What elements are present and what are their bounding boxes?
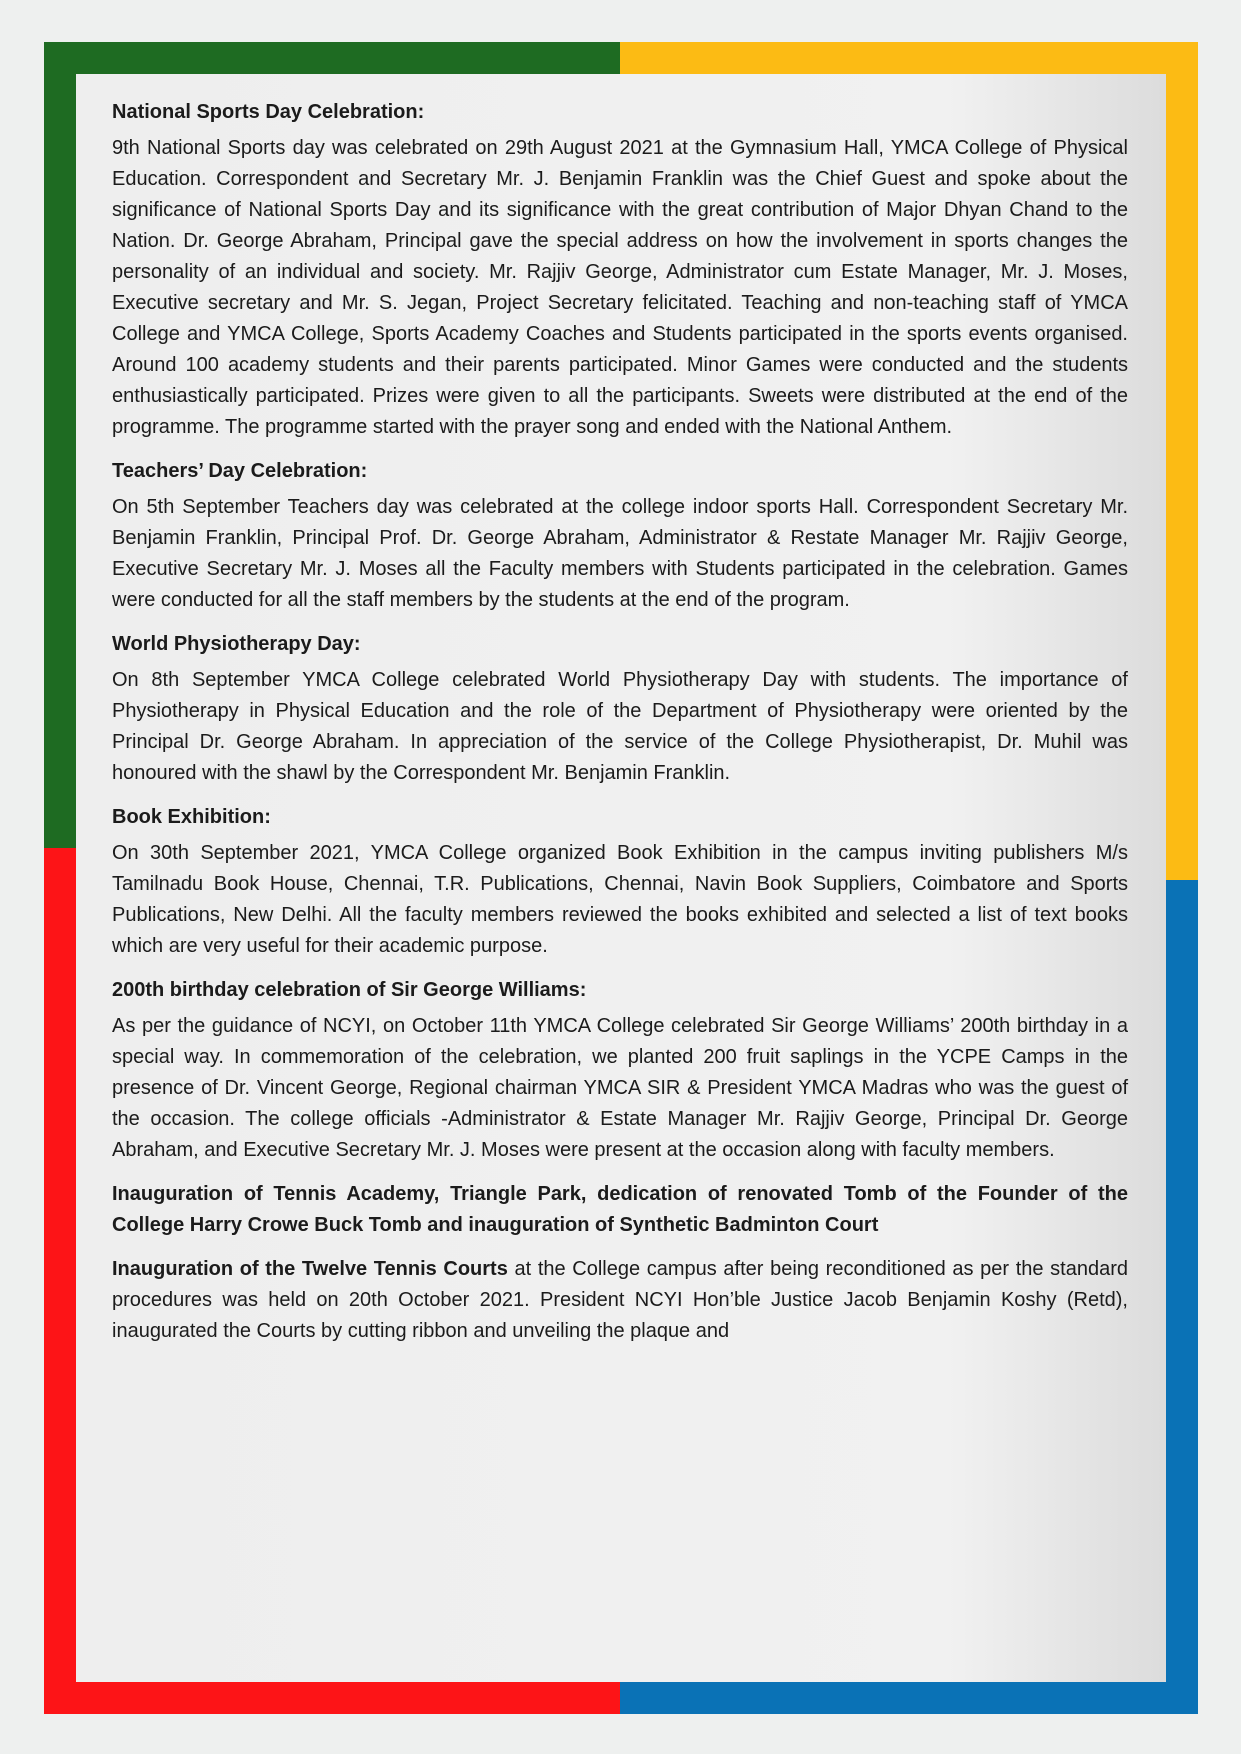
section-body: On 8th September YMCA College celebrated World Physiotherapy Day with students. The importance of Physiotherapy in Physical Education and the role of the Department of Physiotherapy were oriented by the Principal Dr. George Abraham. In appreciation of the service of the College Physiotherapist, Dr. Muhil was honoured with the shawl by the Correspondent Mr. Benjamin Franklin. (112, 669, 1128, 784)
section-body: On 30th September 2021, YMCA College organized Book Exhibition in the campus inviting publishers M/s Tamilnadu Book House, Chennai, T.R. Publications, Chennai, Navin Book Suppliers, Coimbatore and Sports Publications, New Delhi. All the faculty members reviewed the books exhibited and selected a list of text books which are very useful for their academic purpose. (112, 842, 1128, 957)
section-george-williams-birthday (112, 975, 1128, 1166)
frame-bar-green-left (44, 42, 76, 848)
section-world-physiotherapy-day (112, 629, 1128, 789)
section-national-sports-day (112, 97, 1128, 443)
frame-bar-blue-right (1166, 880, 1198, 1714)
frame-bar-red-left (44, 848, 76, 1714)
section-heading: World Physiotherapy Day: (112, 633, 361, 655)
document-content (112, 97, 1128, 1360)
section-body: As per the guidance of NCYI, on October 11th YMCA College celebrated Sir George Williams’ 200th birthday in a special way. In commemoration of the celebration, we planted 200 fruit saplings in the YCPE Camps in the presence of Dr. Vincent George, Regional chairman YMCA SIR & President YMCA Madras who was the guest of the occasion. The college officials -Administrator & Estate Manager Mr. Rajjiv George, Principal Dr. George Abraham, and Executive Secretary Mr. J. Moses were present at the occasion along with faculty members. (112, 1015, 1128, 1161)
inauguration-heading: Inauguration of Tennis Academy, Triangle Park, dedication of renovated Tomb of the Founder of the College Harry Crowe Buck Tomb and inauguration of Synthetic Badminton Court (112, 1183, 1128, 1236)
section-heading: 200th birthday celebration of Sir George Williams: (112, 979, 587, 1001)
frame-bar-green-top (44, 42, 620, 74)
section-heading: Book Exhibition: (112, 806, 271, 828)
frame-bar-red-bottom (44, 1682, 620, 1714)
section-body: On 5th September Teachers day was celebrated at the college indoor sports Hall. Correspondent Secretary Mr. Benjamin Franklin, Principal Prof. Dr. George Abraham, Administrator & Restate Manager Mr. Rajjiv George, Executive Secretary Mr. J. Moses all the Faculty members with Students participated in the celebration. Games were conducted for all the staff members by the students at the end of the program. (112, 496, 1128, 611)
section-heading: National Sports Day Celebration: (112, 101, 425, 123)
frame-bar-yellow-right (1166, 42, 1198, 880)
section-body: 9th National Sports day was celebrated on 29th August 2021 at the Gymnasium Hall, YMCA College of Physical Education. Correspondent and Secretary Mr. J. Benjamin Franklin was the Chief Guest and spoke about the significance of National Sports Day and its significance with the great contribution of Major Dhyan Chand to the Nation. Dr. George Abraham, Principal gave the special address on how the involvement in sports changes the personality of an individual and society. Mr. Rajjiv George, Administrator cum Estate Manager, Mr. J. Moses, Executive secretary and Mr. S. Jegan, Project Secretary felicitated. Teaching and non-teaching staff of YMCA College and YMCA College, Sports Academy Coaches and Students participated in the sports events organised. Around 100 academy students and their parents participated. Minor Games were conducted and the students enthusiastically participated. Prizes were given to all the participants. Sweets were distributed at the end of the programme. The programme started with the prayer song and ended with the National Anthem. (112, 137, 1128, 438)
frame-bar-blue-bottom (620, 1682, 1198, 1714)
tennis-courts-paragraph (112, 1254, 1128, 1347)
section-teachers-day (112, 456, 1128, 616)
tennis-courts-text: at the College campus after being reconditioned as per the standard procedures was held on 20th October 2021. President NCYI Hon’ble Justice Jacob Benjamin Koshy (Retd), inaugurated the Courts by cutting ribbon and unveiling the plaque and (112, 1258, 1128, 1342)
tennis-courts-lead: Inauguration of the Twelve Tennis Courts (112, 1258, 508, 1280)
section-heading: Teachers’ Day Celebration: (112, 460, 368, 482)
section-book-exhibition (112, 802, 1128, 962)
frame-bar-yellow-top (620, 42, 1198, 74)
